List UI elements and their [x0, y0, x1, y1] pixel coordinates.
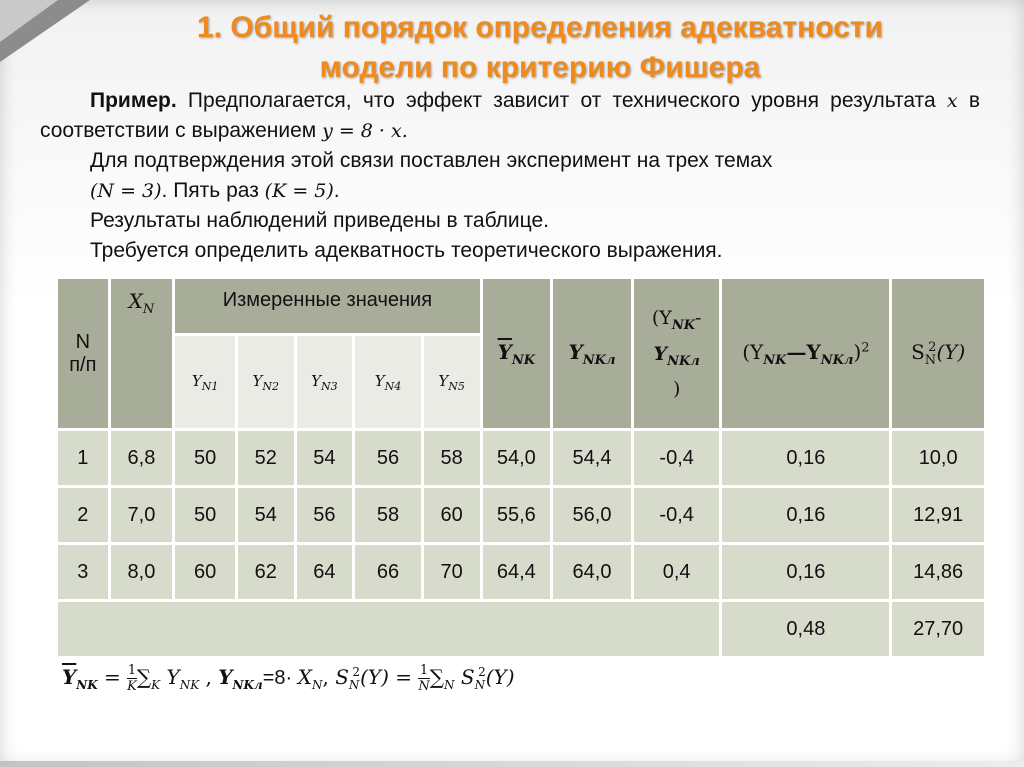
formula-eq1: = — [97, 665, 128, 689]
cell-sq: 0,16 — [722, 545, 889, 599]
subheader-y2 — [238, 336, 294, 428]
header-diff-sub2: NKл — [667, 353, 700, 369]
header-diff-sub1: NK — [671, 317, 696, 333]
formula-line — [62, 663, 515, 694]
subheader-y2-label: Y — [252, 371, 263, 390]
cell-sq: 0,16 — [722, 488, 889, 542]
cell-sq: 0,16 — [722, 431, 889, 485]
cell-total-sq: 0,48 — [722, 602, 889, 656]
formula-y1: Y — [160, 665, 180, 689]
example-text: Предполагается, что эффект зависит от технического уровня результата — [176, 89, 947, 112]
cell-y4: 58 — [355, 488, 421, 542]
results-table — [55, 276, 987, 659]
cell-y5: 58 — [424, 431, 480, 485]
header-ynkl-sub: NKл — [582, 352, 616, 368]
table-total-row — [58, 602, 984, 656]
formula-s: S — [335, 665, 349, 689]
header-sq-sub1: NK — [763, 352, 787, 368]
slide-text — [40, 86, 980, 266]
example-text-2: в соответствии с выражением — [40, 89, 980, 142]
formula-s2-sup: 2 — [478, 665, 486, 680]
title-line-1: 1. Общий порядок определения адекватности — [196, 11, 883, 44]
cell-n: 1 — [58, 431, 108, 485]
formula-s-sup: 2 — [352, 665, 361, 680]
slide-title — [140, 8, 940, 88]
cell-n: 2 — [58, 488, 108, 542]
cell-y1: 60 — [175, 545, 235, 599]
cell-x: 7,0 — [111, 488, 173, 542]
formula-xn-sub: N — [312, 678, 323, 692]
subheader-y5-sub: N5 — [448, 379, 465, 393]
cell-y3: 56 — [297, 488, 353, 542]
formula-ybar: $\overline{Y}$ — [62, 665, 77, 689]
formula-s2-sub: N — [474, 678, 486, 692]
cell-y1: 50 — [175, 431, 235, 485]
paragraph-task: Требуется определить адекватность теоретического выражения. — [90, 239, 723, 262]
header-x-label: X — [128, 289, 143, 313]
cell-ynk: 64,4 — [483, 545, 551, 599]
table-row — [58, 545, 984, 599]
subheader-y2-sub: N2 — [262, 379, 279, 393]
cell-n: 3 — [58, 545, 108, 599]
paragraph-results: Результаты наблюдений приведены в таблице. — [90, 209, 549, 232]
formula-sum-1: ∑ — [136, 665, 152, 689]
cell-y3: 64 — [297, 545, 353, 599]
frac1-denominator: K — [127, 679, 137, 694]
subheader-y4-label: Y — [374, 371, 385, 390]
header-ynk-sub: NK — [511, 352, 536, 368]
header-measured: Измеренные значения — [175, 279, 479, 333]
cell-ynkl: 54,4 — [553, 431, 631, 485]
formula-separator: , — [199, 665, 219, 689]
header-number-pp: п/п — [69, 353, 97, 376]
header-ynkl-label: Y — [568, 339, 583, 364]
count-n: (N = 3) — [90, 180, 162, 202]
cell-s: 14,86 — [892, 545, 984, 599]
header-ynk — [483, 279, 551, 428]
header-x-sub: N — [142, 302, 155, 317]
formula-s-arg: (Y) = — [360, 665, 419, 689]
subheader-y3 — [297, 336, 353, 428]
subheader-y1-label: Y — [191, 371, 202, 390]
cell-diff: -0,4 — [634, 488, 720, 542]
cell-y2: 54 — [238, 488, 294, 542]
formula-comma: , — [322, 665, 336, 689]
cell-x: 8,0 — [111, 545, 173, 599]
subheader-y3-sub: N3 — [321, 379, 338, 393]
formula-fraction-1 — [127, 663, 137, 694]
header-sq-open: (Y — [742, 339, 764, 364]
formula-xn: X — [297, 665, 312, 689]
subheader-y1 — [175, 336, 235, 428]
cell-y2: 52 — [238, 431, 294, 485]
header-sq-mid: —Y — [786, 339, 821, 364]
header-ynkl — [553, 279, 631, 428]
header-s-sub: N — [924, 352, 937, 368]
header-s-sup: 2 — [928, 339, 937, 355]
subheader-y4 — [355, 336, 421, 428]
header-variance — [892, 279, 984, 428]
header-s-label: S — [911, 339, 925, 364]
header-diff-close: ) — [672, 378, 681, 401]
cell-x: 6,8 — [111, 431, 173, 485]
paragraph-experiment: Для подтверждения этой связи поставлен эксперимент на трех темах — [90, 149, 773, 172]
header-diff-minus: - — [695, 306, 702, 329]
subheader-y4-sub: N4 — [384, 379, 402, 393]
formula-s2-arg: (Y) — [485, 665, 515, 689]
header-sq-sub2: NKл — [820, 352, 854, 368]
cell-y4: 56 — [355, 431, 421, 485]
header-squared — [722, 279, 889, 428]
formula-y1-sub: NK — [179, 678, 200, 692]
subheader-y1-sub: N1 — [201, 379, 219, 393]
paragraph-example — [40, 86, 980, 146]
frac1-numerator: 1 — [127, 663, 137, 678]
header-number — [58, 279, 108, 428]
total-empty-cell — [58, 602, 719, 656]
paragraph-counts — [40, 176, 980, 206]
header-diff-y: Y — [653, 342, 668, 365]
cell-s: 10,0 — [892, 431, 984, 485]
formula-ynkl: Y — [218, 665, 233, 689]
formula-eq2: =8· — [262, 667, 298, 689]
cell-y5: 70 — [424, 545, 480, 599]
variable-x: x — [946, 90, 958, 112]
cell-total-s: 27,70 — [892, 602, 984, 656]
frac2-denominator: N — [418, 679, 430, 694]
count-k: (K = 5) — [264, 180, 334, 202]
corner-decoration-inner — [0, 0, 58, 42]
formula-s-sub: N — [348, 678, 360, 692]
header-ynk-label: $\overline{Y}$ — [497, 339, 512, 364]
header-diff — [634, 279, 720, 428]
cell-ynk: 54,0 — [483, 431, 551, 485]
formula-sum-2-sub: N — [444, 678, 455, 692]
table-row — [58, 488, 984, 542]
formula-ybar-sub: NK — [76, 678, 98, 692]
example-formula: y = 8 · x. — [322, 120, 408, 142]
frac2-numerator: 1 — [419, 663, 429, 678]
header-diff-open: (Y — [651, 306, 672, 329]
cell-y1: 50 — [175, 488, 235, 542]
header-number-n: N — [75, 330, 91, 353]
cell-y4: 66 — [355, 545, 421, 599]
title-line-2: модели по критерию Фишера — [319, 51, 761, 84]
bottom-strip — [0, 761, 1024, 767]
subheader-y5 — [424, 336, 480, 428]
formula-ynkl-sub: NKл — [232, 678, 263, 692]
cell-s: 12,91 — [892, 488, 984, 542]
cell-y3: 54 — [297, 431, 353, 485]
formula-sum-1-sub: K — [151, 678, 161, 692]
formula-s2: S — [454, 665, 475, 689]
subheader-y5-label: Y — [438, 371, 449, 390]
cell-y2: 62 — [238, 545, 294, 599]
subheader-y3-label: Y — [311, 371, 322, 390]
example-label: Пример. — [90, 89, 177, 112]
count-end: . — [333, 179, 340, 202]
cell-y5: 60 — [424, 488, 480, 542]
cell-diff: 0,4 — [634, 545, 720, 599]
formula-sum-2: ∑ — [429, 665, 444, 689]
header-diff-line-2 — [634, 340, 720, 376]
header-sq-power: 2 — [861, 339, 870, 355]
header-diff-line-1 — [634, 304, 720, 340]
formula-fraction-2 — [418, 663, 429, 694]
cell-ynkl: 64,0 — [553, 545, 631, 599]
count-text: . Пять раз — [161, 179, 265, 202]
header-sq-close: ) — [853, 339, 862, 364]
cell-ynkl: 56,0 — [553, 488, 631, 542]
header-s-arg: (Y) — [936, 339, 966, 364]
header-x — [111, 279, 173, 428]
cell-diff: -0,4 — [634, 431, 720, 485]
table-row — [58, 431, 984, 485]
cell-ynk: 55,6 — [483, 488, 551, 542]
